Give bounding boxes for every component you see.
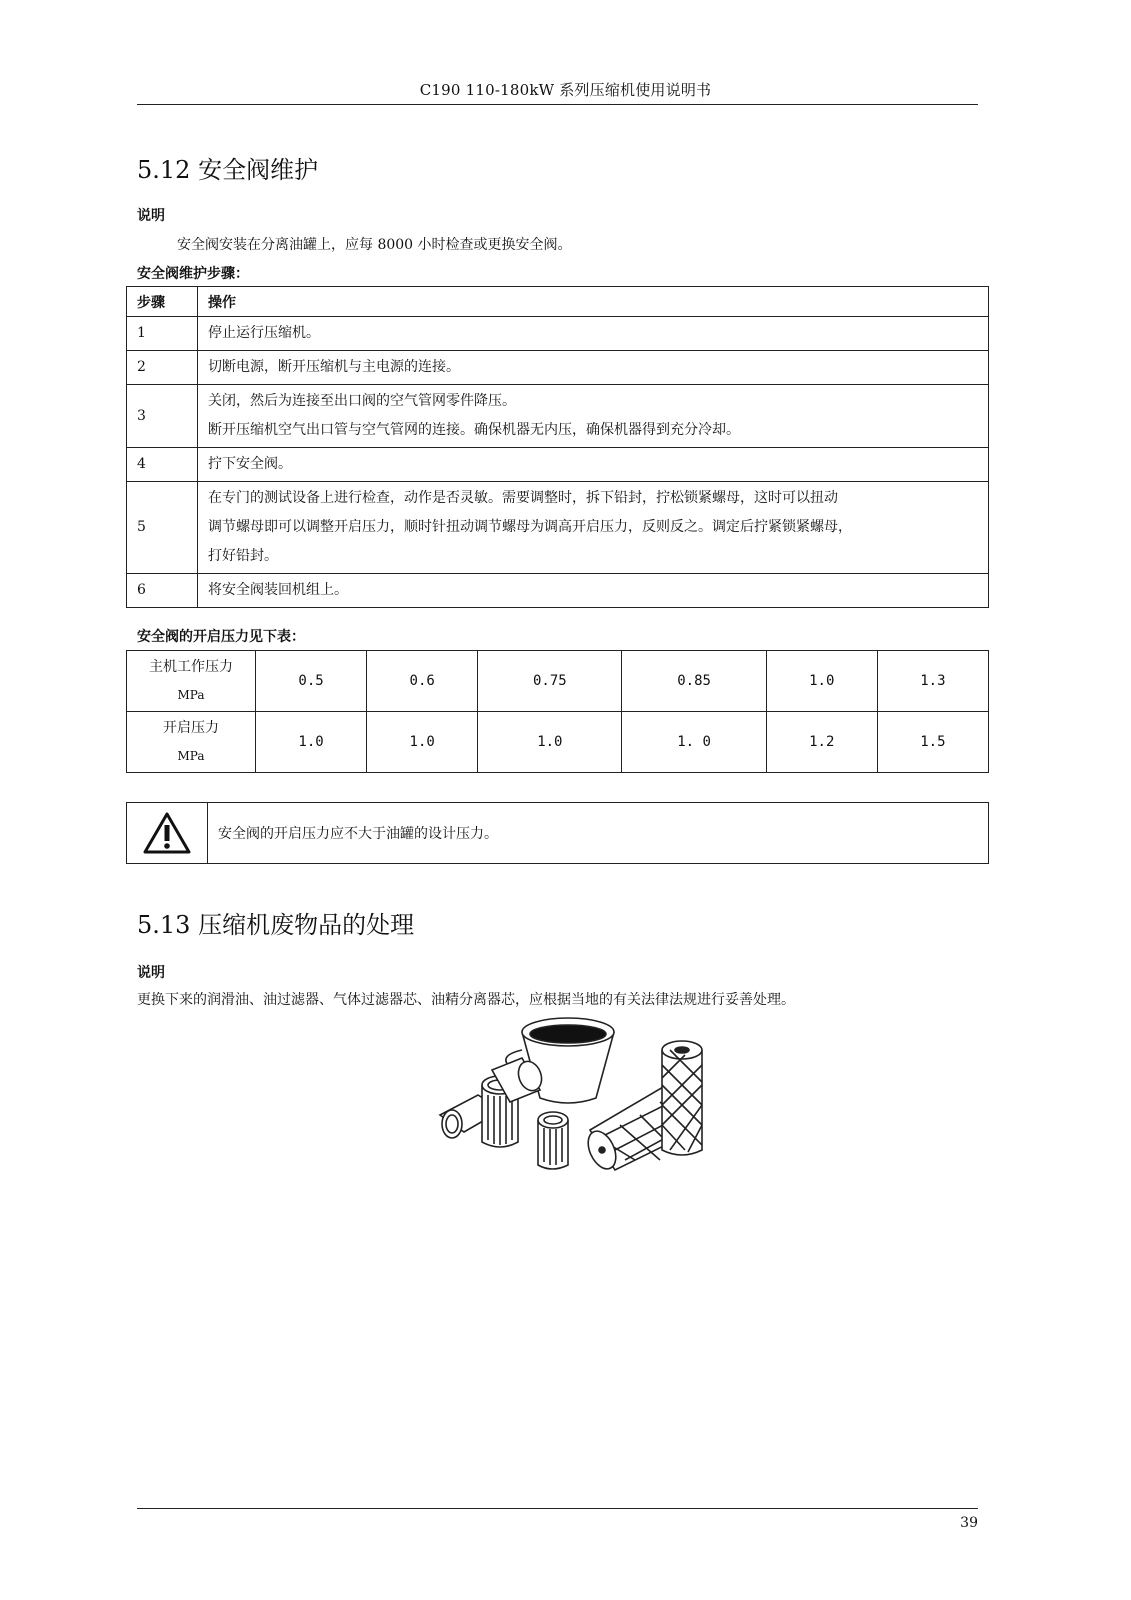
document-title: C190 110-180kW 系列压缩机使用说明书 xyxy=(419,81,712,99)
row-header-unit: MPa xyxy=(177,688,205,702)
step-number: 5 xyxy=(127,482,198,574)
table-cell: 1.0 xyxy=(367,712,478,773)
operation-line: 断开压缩机空气出口管与空气管网的连接。确保机器无内压，确保机器得到充分冷却。 xyxy=(208,422,740,438)
opening-pressure-table xyxy=(126,650,989,773)
body-text: 更换下来的润滑油、油过滤器、气体过滤器芯、油精分离器芯，应根据当地的有关法律法规进行妥善处理。 xyxy=(137,992,795,1008)
table-cell: 1.0 xyxy=(766,651,877,712)
step-operation xyxy=(198,448,989,482)
column-header-operation: 操作 xyxy=(198,287,989,317)
row-header-working-pressure xyxy=(127,651,256,712)
table-cell: 1. 0 xyxy=(622,712,766,773)
row-header-opening-pressure xyxy=(127,712,256,773)
section-title-5-13: 5.13 压缩机废物品的处理 xyxy=(137,911,415,939)
row-header-unit: MPa xyxy=(177,749,205,763)
operation-line: 在专门的测试设备上进行检查，动作是否灵敏。需要调整时，拆下铅封，拧松锁紧螺母，这时可以扭动 xyxy=(208,490,838,506)
table-cell: 1.0 xyxy=(256,712,367,773)
table-row xyxy=(127,385,989,448)
step-operation xyxy=(198,317,989,351)
step-number: 4 xyxy=(127,448,198,482)
table-row xyxy=(127,574,989,608)
operation-line: 打好铅封。 xyxy=(208,548,278,564)
steps-label: 安全阀维护步骤： xyxy=(137,266,249,282)
operation-line: 拧下安全阀。 xyxy=(208,456,292,472)
operation-line: 停止运行压缩机。 xyxy=(208,325,320,341)
warning-box xyxy=(126,802,989,864)
table-cell: 1.3 xyxy=(877,651,988,712)
step-number: 6 xyxy=(127,574,198,608)
operation-line: 切断电源，断开压缩机与主电源的连接。 xyxy=(208,359,460,375)
warning-text: 安全阀的开启压力应不大于油罐的设计压力。 xyxy=(218,826,498,842)
footer-divider xyxy=(137,1508,978,1509)
column-header-step: 步骤 xyxy=(127,287,198,317)
pressure-table-label: 安全阀的开启压力见下表： xyxy=(137,629,305,645)
waste-oil-and-filters-illustration xyxy=(430,1010,720,1185)
row-header-name: 主机工作压力 xyxy=(149,659,233,675)
table-row xyxy=(127,651,989,712)
step-operation xyxy=(198,351,989,385)
table-header-row xyxy=(127,287,989,317)
table-row xyxy=(127,712,989,773)
intro-text: 安全阀安装在分离油罐上，应每 8000 小时检查或更换安全阀。 xyxy=(177,237,572,253)
explain-label: 说明 xyxy=(137,965,165,981)
step-operation xyxy=(198,482,989,574)
operation-line: 将安全阀装回机组上。 xyxy=(208,582,348,598)
table-cell: 0.5 xyxy=(256,651,367,712)
warning-icon-cell xyxy=(127,803,208,863)
table-row xyxy=(127,351,989,385)
step-number: 3 xyxy=(127,385,198,448)
step-operation xyxy=(198,385,989,448)
row-header-name: 开启压力 xyxy=(163,720,219,736)
section-title-5-12: 5.12 安全阀维护 xyxy=(137,156,319,184)
warning-triangle-icon xyxy=(142,811,192,855)
table-cell: 1.5 xyxy=(877,712,988,773)
table-row xyxy=(127,317,989,351)
step-operation xyxy=(198,574,989,608)
table-cell: 0.85 xyxy=(622,651,766,712)
table-row xyxy=(127,448,989,482)
table-cell: 1.2 xyxy=(766,712,877,773)
maintenance-steps-table xyxy=(126,286,989,608)
table-cell: 1.0 xyxy=(478,712,622,773)
step-number: 2 xyxy=(127,351,198,385)
table-cell: 0.75 xyxy=(478,651,622,712)
table-row xyxy=(127,482,989,574)
explain-label: 说明 xyxy=(137,208,165,224)
operation-line: 调节螺母即可以调整开启压力，顺时针扭动调节螺母为调高开启压力，反则反之。调定后拧紧锁紧螺母， xyxy=(208,519,852,535)
operation-line: 关闭，然后为连接至出口阀的空气管网零件降压。 xyxy=(208,393,516,409)
step-number: 1 xyxy=(127,317,198,351)
page-number: 39 xyxy=(960,1515,978,1531)
table-cell: 0.6 xyxy=(367,651,478,712)
header-divider xyxy=(137,104,978,105)
